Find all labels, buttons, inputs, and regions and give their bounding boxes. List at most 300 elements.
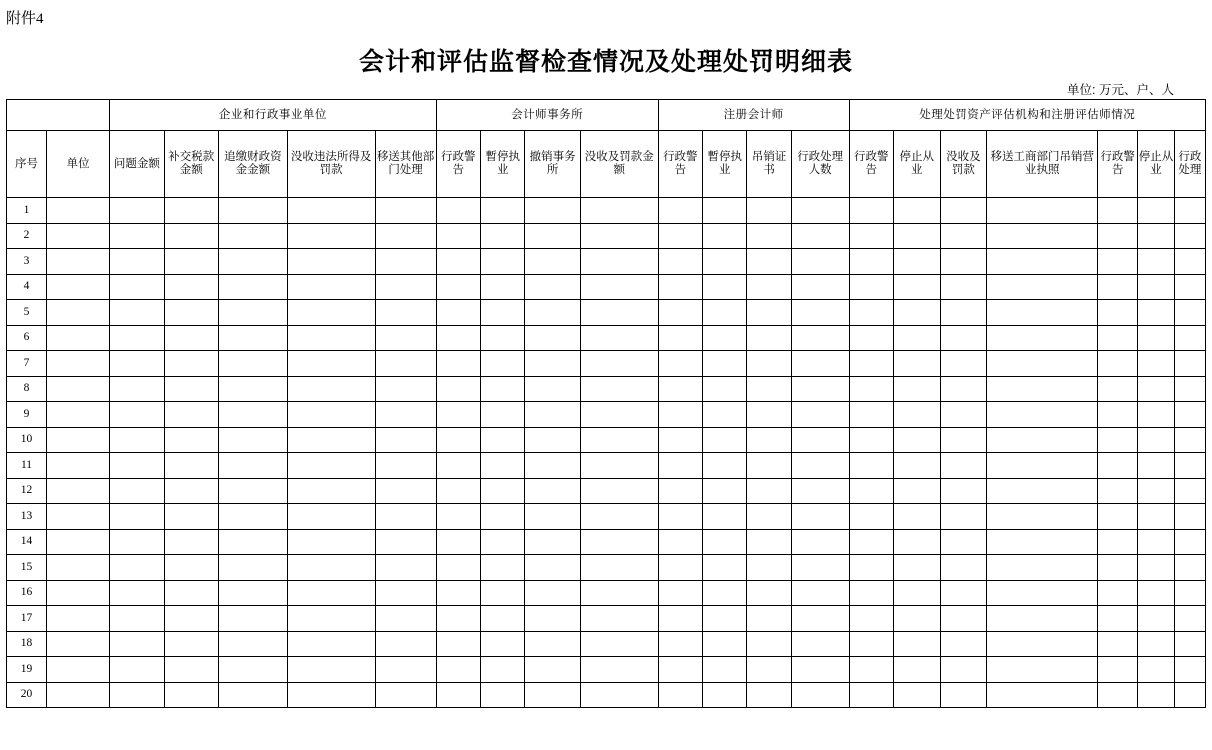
table-cell[interactable] <box>893 478 940 504</box>
table-cell[interactable] <box>525 351 581 377</box>
table-cell[interactable] <box>580 274 658 300</box>
table-cell[interactable] <box>1174 529 1205 555</box>
table-cell[interactable] <box>525 606 581 632</box>
table-cell[interactable] <box>849 351 893 377</box>
table-cell[interactable] <box>219 682 288 708</box>
table-cell[interactable] <box>1174 376 1205 402</box>
table-cell[interactable] <box>46 376 109 402</box>
table-cell[interactable] <box>46 555 109 581</box>
table-cell[interactable] <box>46 606 109 632</box>
table-cell[interactable] <box>580 478 658 504</box>
table-cell[interactable] <box>375 631 436 657</box>
table-cell[interactable] <box>164 580 218 606</box>
table-cell[interactable] <box>164 198 218 224</box>
table-cell[interactable] <box>940 682 987 708</box>
table-cell[interactable] <box>580 580 658 606</box>
table-cell[interactable] <box>580 555 658 581</box>
table-cell[interactable] <box>658 529 702 555</box>
table-cell[interactable] <box>987 249 1098 275</box>
table-cell[interactable] <box>525 223 581 249</box>
table-cell[interactable] <box>580 606 658 632</box>
table-cell[interactable] <box>893 631 940 657</box>
table-cell[interactable] <box>1138 274 1175 300</box>
table-cell[interactable] <box>164 351 218 377</box>
table-cell[interactable] <box>580 427 658 453</box>
table-cell[interactable] <box>481 325 525 351</box>
table-cell[interactable] <box>987 325 1098 351</box>
table-cell[interactable] <box>1138 249 1175 275</box>
table-cell[interactable] <box>1098 249 1138 275</box>
table-cell[interactable] <box>747 580 791 606</box>
table-cell[interactable] <box>287 198 375 224</box>
table-cell[interactable] <box>525 580 581 606</box>
table-cell[interactable] <box>481 427 525 453</box>
table-cell[interactable] <box>703 504 747 530</box>
table-cell[interactable] <box>46 402 109 428</box>
table-cell[interactable] <box>164 453 218 479</box>
table-cell[interactable] <box>219 300 288 326</box>
table-cell[interactable] <box>164 606 218 632</box>
table-cell[interactable] <box>791 478 849 504</box>
table-cell[interactable] <box>1098 504 1138 530</box>
table-cell[interactable] <box>287 376 375 402</box>
table-cell[interactable] <box>1174 249 1205 275</box>
table-cell[interactable] <box>791 529 849 555</box>
table-cell[interactable] <box>849 427 893 453</box>
table-cell[interactable] <box>893 504 940 530</box>
table-cell[interactable] <box>703 223 747 249</box>
table-cell[interactable] <box>375 478 436 504</box>
table-cell[interactable] <box>791 249 849 275</box>
table-cell[interactable] <box>1174 274 1205 300</box>
table-cell[interactable] <box>747 198 791 224</box>
table-cell[interactable] <box>525 657 581 683</box>
table-cell[interactable] <box>525 682 581 708</box>
table-cell[interactable] <box>791 580 849 606</box>
table-cell[interactable] <box>703 198 747 224</box>
table-cell[interactable] <box>1098 351 1138 377</box>
table-cell[interactable] <box>1174 453 1205 479</box>
table-cell[interactable] <box>658 427 702 453</box>
table-cell[interactable] <box>703 580 747 606</box>
table-cell[interactable] <box>1098 580 1138 606</box>
table-cell[interactable] <box>658 657 702 683</box>
table-cell[interactable] <box>219 427 288 453</box>
table-cell[interactable] <box>1138 223 1175 249</box>
table-cell[interactable] <box>791 682 849 708</box>
table-cell[interactable] <box>940 555 987 581</box>
table-cell[interactable] <box>1138 402 1175 428</box>
table-cell[interactable] <box>110 274 164 300</box>
table-cell[interactable] <box>658 376 702 402</box>
table-cell[interactable] <box>46 427 109 453</box>
table-cell[interactable] <box>164 325 218 351</box>
table-cell[interactable] <box>1138 580 1175 606</box>
table-cell[interactable] <box>940 529 987 555</box>
table-cell[interactable] <box>658 249 702 275</box>
table-cell[interactable] <box>703 402 747 428</box>
table-cell[interactable] <box>436 504 480 530</box>
table-cell[interactable] <box>580 529 658 555</box>
table-cell[interactable] <box>287 478 375 504</box>
table-cell[interactable] <box>849 198 893 224</box>
table-cell[interactable] <box>436 376 480 402</box>
table-cell[interactable] <box>1174 223 1205 249</box>
table-cell[interactable] <box>658 580 702 606</box>
table-cell[interactable] <box>375 682 436 708</box>
table-cell[interactable] <box>481 274 525 300</box>
table-cell[interactable] <box>219 631 288 657</box>
table-cell[interactable] <box>46 351 109 377</box>
table-cell[interactable] <box>791 198 849 224</box>
table-cell[interactable] <box>580 504 658 530</box>
table-cell[interactable] <box>110 529 164 555</box>
table-cell[interactable] <box>287 223 375 249</box>
table-cell[interactable] <box>987 427 1098 453</box>
table-cell[interactable] <box>287 453 375 479</box>
table-cell[interactable] <box>525 376 581 402</box>
table-cell[interactable] <box>481 198 525 224</box>
table-cell[interactable] <box>1098 453 1138 479</box>
table-cell[interactable] <box>219 325 288 351</box>
table-cell[interactable] <box>1138 325 1175 351</box>
table-cell[interactable] <box>1098 223 1138 249</box>
table-cell[interactable] <box>436 402 480 428</box>
table-cell[interactable] <box>481 555 525 581</box>
table-cell[interactable] <box>287 606 375 632</box>
table-cell[interactable] <box>658 223 702 249</box>
table-cell[interactable] <box>436 682 480 708</box>
table-cell[interactable] <box>747 453 791 479</box>
table-cell[interactable] <box>219 376 288 402</box>
table-cell[interactable] <box>164 478 218 504</box>
table-cell[interactable] <box>481 504 525 530</box>
table-cell[interactable] <box>1138 631 1175 657</box>
table-cell[interactable] <box>110 376 164 402</box>
table-cell[interactable] <box>849 274 893 300</box>
table-cell[interactable] <box>525 198 581 224</box>
table-cell[interactable] <box>287 351 375 377</box>
table-cell[interactable] <box>849 325 893 351</box>
table-cell[interactable] <box>1138 376 1175 402</box>
table-cell[interactable] <box>658 300 702 326</box>
table-cell[interactable] <box>525 555 581 581</box>
table-cell[interactable] <box>940 223 987 249</box>
table-cell[interactable] <box>893 351 940 377</box>
table-cell[interactable] <box>287 682 375 708</box>
table-cell[interactable] <box>580 300 658 326</box>
table-cell[interactable] <box>1098 325 1138 351</box>
table-cell[interactable] <box>940 606 987 632</box>
table-cell[interactable] <box>1098 300 1138 326</box>
table-cell[interactable] <box>1098 376 1138 402</box>
table-cell[interactable] <box>1174 478 1205 504</box>
table-cell[interactable] <box>1098 555 1138 581</box>
table-cell[interactable] <box>791 325 849 351</box>
table-cell[interactable] <box>219 504 288 530</box>
table-cell[interactable] <box>987 631 1098 657</box>
table-cell[interactable] <box>703 657 747 683</box>
table-cell[interactable] <box>46 249 109 275</box>
table-cell[interactable] <box>525 402 581 428</box>
table-cell[interactable] <box>1098 274 1138 300</box>
table-cell[interactable] <box>1138 427 1175 453</box>
table-cell[interactable] <box>436 223 480 249</box>
table-cell[interactable] <box>658 325 702 351</box>
table-cell[interactable] <box>436 657 480 683</box>
table-cell[interactable] <box>110 325 164 351</box>
table-cell[interactable] <box>164 223 218 249</box>
table-cell[interactable] <box>747 274 791 300</box>
table-cell[interactable] <box>987 453 1098 479</box>
table-cell[interactable] <box>849 657 893 683</box>
table-cell[interactable] <box>703 682 747 708</box>
table-cell[interactable] <box>1098 631 1138 657</box>
table-cell[interactable] <box>219 529 288 555</box>
table-cell[interactable] <box>1138 198 1175 224</box>
table-cell[interactable] <box>436 555 480 581</box>
table-cell[interactable] <box>46 682 109 708</box>
table-cell[interactable] <box>481 376 525 402</box>
table-cell[interactable] <box>747 631 791 657</box>
table-cell[interactable] <box>791 351 849 377</box>
table-cell[interactable] <box>1174 325 1205 351</box>
table-cell[interactable] <box>747 402 791 428</box>
table-cell[interactable] <box>110 555 164 581</box>
table-cell[interactable] <box>703 631 747 657</box>
table-cell[interactable] <box>375 351 436 377</box>
table-cell[interactable] <box>893 198 940 224</box>
table-cell[interactable] <box>791 606 849 632</box>
table-cell[interactable] <box>580 325 658 351</box>
table-cell[interactable] <box>110 351 164 377</box>
table-cell[interactable] <box>46 453 109 479</box>
table-cell[interactable] <box>481 453 525 479</box>
table-cell[interactable] <box>110 453 164 479</box>
table-cell[interactable] <box>658 555 702 581</box>
table-cell[interactable] <box>375 453 436 479</box>
table-cell[interactable] <box>287 580 375 606</box>
table-cell[interactable] <box>525 453 581 479</box>
table-cell[interactable] <box>525 427 581 453</box>
table-cell[interactable] <box>658 351 702 377</box>
table-cell[interactable] <box>287 249 375 275</box>
table-cell[interactable] <box>436 274 480 300</box>
table-cell[interactable] <box>481 580 525 606</box>
table-cell[interactable] <box>893 274 940 300</box>
table-cell[interactable] <box>375 555 436 581</box>
table-cell[interactable] <box>893 376 940 402</box>
table-cell[interactable] <box>849 682 893 708</box>
table-cell[interactable] <box>747 682 791 708</box>
table-cell[interactable] <box>436 631 480 657</box>
table-cell[interactable] <box>940 249 987 275</box>
table-cell[interactable] <box>287 274 375 300</box>
table-cell[interactable] <box>987 529 1098 555</box>
table-cell[interactable] <box>747 376 791 402</box>
table-cell[interactable] <box>164 402 218 428</box>
table-cell[interactable] <box>1174 555 1205 581</box>
table-cell[interactable] <box>658 198 702 224</box>
table-cell[interactable] <box>580 453 658 479</box>
table-cell[interactable] <box>849 402 893 428</box>
table-cell[interactable] <box>791 453 849 479</box>
table-cell[interactable] <box>703 351 747 377</box>
table-cell[interactable] <box>164 555 218 581</box>
table-cell[interactable] <box>580 657 658 683</box>
table-cell[interactable] <box>987 402 1098 428</box>
table-cell[interactable] <box>658 478 702 504</box>
table-cell[interactable] <box>893 606 940 632</box>
table-cell[interactable] <box>893 223 940 249</box>
table-cell[interactable] <box>525 478 581 504</box>
table-cell[interactable] <box>987 223 1098 249</box>
table-cell[interactable] <box>849 504 893 530</box>
table-cell[interactable] <box>1138 555 1175 581</box>
table-cell[interactable] <box>46 504 109 530</box>
table-cell[interactable] <box>525 631 581 657</box>
table-cell[interactable] <box>580 631 658 657</box>
table-cell[interactable] <box>1098 198 1138 224</box>
table-cell[interactable] <box>747 249 791 275</box>
table-cell[interactable] <box>940 198 987 224</box>
table-cell[interactable] <box>46 478 109 504</box>
table-cell[interactable] <box>219 198 288 224</box>
table-cell[interactable] <box>436 325 480 351</box>
table-cell[interactable] <box>1174 682 1205 708</box>
table-cell[interactable] <box>375 223 436 249</box>
table-cell[interactable] <box>747 657 791 683</box>
table-cell[interactable] <box>849 478 893 504</box>
table-cell[interactable] <box>849 606 893 632</box>
table-cell[interactable] <box>791 402 849 428</box>
table-cell[interactable] <box>658 606 702 632</box>
table-cell[interactable] <box>436 529 480 555</box>
table-cell[interactable] <box>219 580 288 606</box>
table-cell[interactable] <box>849 631 893 657</box>
table-cell[interactable] <box>658 682 702 708</box>
table-cell[interactable] <box>791 657 849 683</box>
table-cell[interactable] <box>580 198 658 224</box>
table-cell[interactable] <box>436 580 480 606</box>
table-cell[interactable] <box>219 274 288 300</box>
table-cell[interactable] <box>525 249 581 275</box>
table-cell[interactable] <box>46 580 109 606</box>
table-cell[interactable] <box>1174 427 1205 453</box>
table-cell[interactable] <box>436 300 480 326</box>
table-cell[interactable] <box>940 376 987 402</box>
table-cell[interactable] <box>1098 606 1138 632</box>
table-cell[interactable] <box>940 274 987 300</box>
table-cell[interactable] <box>1174 606 1205 632</box>
table-cell[interactable] <box>1174 580 1205 606</box>
table-cell[interactable] <box>164 300 218 326</box>
table-cell[interactable] <box>987 274 1098 300</box>
table-cell[interactable] <box>525 300 581 326</box>
table-cell[interactable] <box>1138 682 1175 708</box>
table-cell[interactable] <box>110 504 164 530</box>
table-cell[interactable] <box>1138 478 1175 504</box>
table-cell[interactable] <box>940 427 987 453</box>
table-cell[interactable] <box>791 223 849 249</box>
table-cell[interactable] <box>525 529 581 555</box>
table-cell[interactable] <box>436 427 480 453</box>
table-cell[interactable] <box>1138 453 1175 479</box>
table-cell[interactable] <box>481 682 525 708</box>
table-cell[interactable] <box>164 427 218 453</box>
table-cell[interactable] <box>1138 351 1175 377</box>
table-cell[interactable] <box>110 631 164 657</box>
table-cell[interactable] <box>287 300 375 326</box>
table-cell[interactable] <box>436 249 480 275</box>
table-cell[interactable] <box>110 580 164 606</box>
table-cell[interactable] <box>791 376 849 402</box>
table-cell[interactable] <box>219 351 288 377</box>
table-cell[interactable] <box>1098 478 1138 504</box>
table-cell[interactable] <box>893 300 940 326</box>
table-cell[interactable] <box>164 504 218 530</box>
table-cell[interactable] <box>940 325 987 351</box>
table-cell[interactable] <box>481 631 525 657</box>
table-cell[interactable] <box>219 223 288 249</box>
table-cell[interactable] <box>46 300 109 326</box>
table-cell[interactable] <box>436 478 480 504</box>
table-cell[interactable] <box>703 529 747 555</box>
table-cell[interactable] <box>481 606 525 632</box>
table-cell[interactable] <box>219 657 288 683</box>
table-cell[interactable] <box>893 682 940 708</box>
table-cell[interactable] <box>893 580 940 606</box>
table-cell[interactable] <box>375 580 436 606</box>
table-cell[interactable] <box>164 682 218 708</box>
table-cell[interactable] <box>987 376 1098 402</box>
table-cell[interactable] <box>164 274 218 300</box>
table-cell[interactable] <box>849 376 893 402</box>
table-cell[interactable] <box>791 427 849 453</box>
table-cell[interactable] <box>164 631 218 657</box>
table-cell[interactable] <box>481 223 525 249</box>
table-cell[interactable] <box>747 478 791 504</box>
table-cell[interactable] <box>287 631 375 657</box>
table-cell[interactable] <box>1174 402 1205 428</box>
table-cell[interactable] <box>436 198 480 224</box>
table-cell[interactable] <box>940 504 987 530</box>
table-cell[interactable] <box>791 504 849 530</box>
table-cell[interactable] <box>1138 529 1175 555</box>
table-cell[interactable] <box>219 606 288 632</box>
table-cell[interactable] <box>110 402 164 428</box>
table-cell[interactable] <box>110 478 164 504</box>
table-cell[interactable] <box>46 325 109 351</box>
table-cell[interactable] <box>287 529 375 555</box>
table-cell[interactable] <box>940 402 987 428</box>
table-cell[interactable] <box>893 657 940 683</box>
table-cell[interactable] <box>46 198 109 224</box>
table-cell[interactable] <box>481 249 525 275</box>
table-cell[interactable] <box>791 555 849 581</box>
table-cell[interactable] <box>703 427 747 453</box>
table-cell[interactable] <box>1138 606 1175 632</box>
table-cell[interactable] <box>375 504 436 530</box>
table-cell[interactable] <box>987 606 1098 632</box>
table-cell[interactable] <box>747 325 791 351</box>
table-cell[interactable] <box>940 300 987 326</box>
table-cell[interactable] <box>110 606 164 632</box>
table-cell[interactable] <box>747 427 791 453</box>
table-cell[interactable] <box>110 198 164 224</box>
table-cell[interactable] <box>987 555 1098 581</box>
table-cell[interactable] <box>375 325 436 351</box>
